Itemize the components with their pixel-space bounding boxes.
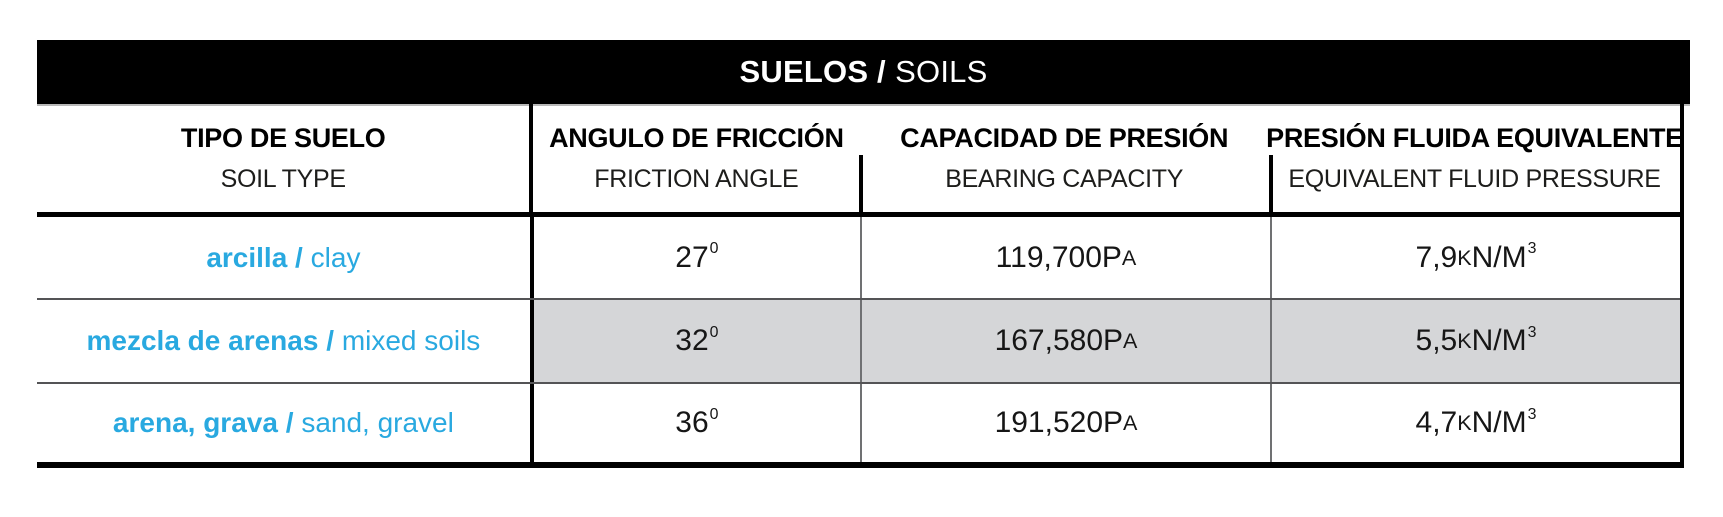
- column-header-english: EQUIVALENT FLUID PRESSURE: [1288, 164, 1661, 193]
- fluid-pressure-cell: [1270, 217, 1680, 298]
- table-row-sand-gravel: [37, 384, 1680, 462]
- unit-newton-per-meter: N/M: [1471, 240, 1527, 274]
- unit-pascal-a: A: [1123, 410, 1138, 435]
- fluid-pressure-value: 7,9: [1415, 240, 1458, 274]
- soil-name-english: sand, gravel: [301, 407, 454, 438]
- unit-kilo: K: [1457, 244, 1472, 270]
- soil-name-spanish: arcilla /: [206, 241, 303, 273]
- unit-newton-per-meter: N/M: [1471, 324, 1527, 357]
- degree-superscript: 0: [709, 240, 719, 258]
- soil-name-english: mixed soils: [341, 325, 481, 356]
- table-title-spanish: SUELOS /: [739, 54, 886, 89]
- fluid-pressure-cell: [1270, 300, 1680, 382]
- table-title-bar: [37, 40, 1690, 104]
- bearing-capacity-value: 167,580: [994, 324, 1104, 357]
- cubed-superscript: 3: [1527, 240, 1537, 258]
- unit-kilo: K: [1457, 410, 1472, 435]
- column-header-spanish: ANGULO DE FRICCIÓN: [549, 122, 844, 153]
- column-header-english: FRICTION ANGLE: [594, 164, 799, 193]
- bearing-capacity-cell: [860, 384, 1270, 462]
- soil-name-english: clay: [310, 241, 361, 273]
- soils-table: [37, 40, 1684, 468]
- table-header-row: [37, 104, 1684, 217]
- column-header-spanish: TIPO DE SUELO: [180, 122, 386, 153]
- column-header-spanish: CAPACIDAD DE PRESIÓN: [900, 122, 1229, 153]
- column-header-fluid-pressure: [1266, 104, 1683, 212]
- bearing-capacity-cell: [860, 217, 1270, 298]
- unit-kilo: K: [1457, 328, 1472, 353]
- cubed-superscript: 3: [1527, 405, 1537, 423]
- friction-angle-value: 27: [675, 240, 709, 274]
- soil-name-spanish: arena, grava /: [112, 407, 294, 438]
- fluid-pressure-value: 5,5: [1415, 324, 1458, 357]
- soil-name-spanish: mezcla de arenas /: [86, 325, 334, 356]
- soil-type-cell: [37, 217, 530, 298]
- unit-pascal-p: P: [1103, 406, 1124, 439]
- friction-angle-cell: [530, 300, 860, 382]
- table-body: [37, 217, 1684, 468]
- fluid-pressure-value: 4,7: [1415, 406, 1458, 439]
- friction-angle-value: 32: [675, 324, 709, 357]
- soil-type-cell: [37, 384, 530, 462]
- bearing-capacity-cell: [860, 300, 1270, 382]
- soil-type-cell: [37, 300, 530, 382]
- column-header-friction-angle: [529, 104, 859, 212]
- degree-superscript: 0: [709, 323, 719, 341]
- friction-angle-cell: [530, 384, 860, 462]
- table-row-mixed-soils: [37, 300, 1680, 384]
- column-header-bearing-capacity: [859, 104, 1269, 212]
- bearing-capacity-value: 119,700: [995, 240, 1102, 274]
- column-header-soil-type: [37, 104, 529, 212]
- friction-angle-value: 36: [675, 406, 709, 439]
- unit-pascal-a: A: [1123, 328, 1138, 353]
- table-title-english: SOILS: [895, 54, 988, 89]
- fluid-pressure-cell: [1270, 384, 1680, 462]
- unit-pascal-p: P: [1103, 324, 1124, 357]
- degree-superscript: 0: [709, 405, 719, 423]
- column-header-spanish: PRESIÓN FLUIDA EQUIVALENTE: [1266, 122, 1683, 153]
- friction-angle-cell: [530, 217, 860, 298]
- unit-pascal-a: A: [1121, 244, 1137, 270]
- column-header-english: SOIL TYPE: [220, 164, 346, 193]
- unit-newton-per-meter: N/M: [1471, 406, 1527, 439]
- column-header-english: BEARING CAPACITY: [945, 164, 1184, 193]
- bearing-capacity-value: 191,520: [994, 406, 1104, 439]
- cubed-superscript: 3: [1527, 323, 1537, 341]
- table-row-clay: [37, 217, 1680, 300]
- unit-pascal-p: P: [1101, 240, 1122, 274]
